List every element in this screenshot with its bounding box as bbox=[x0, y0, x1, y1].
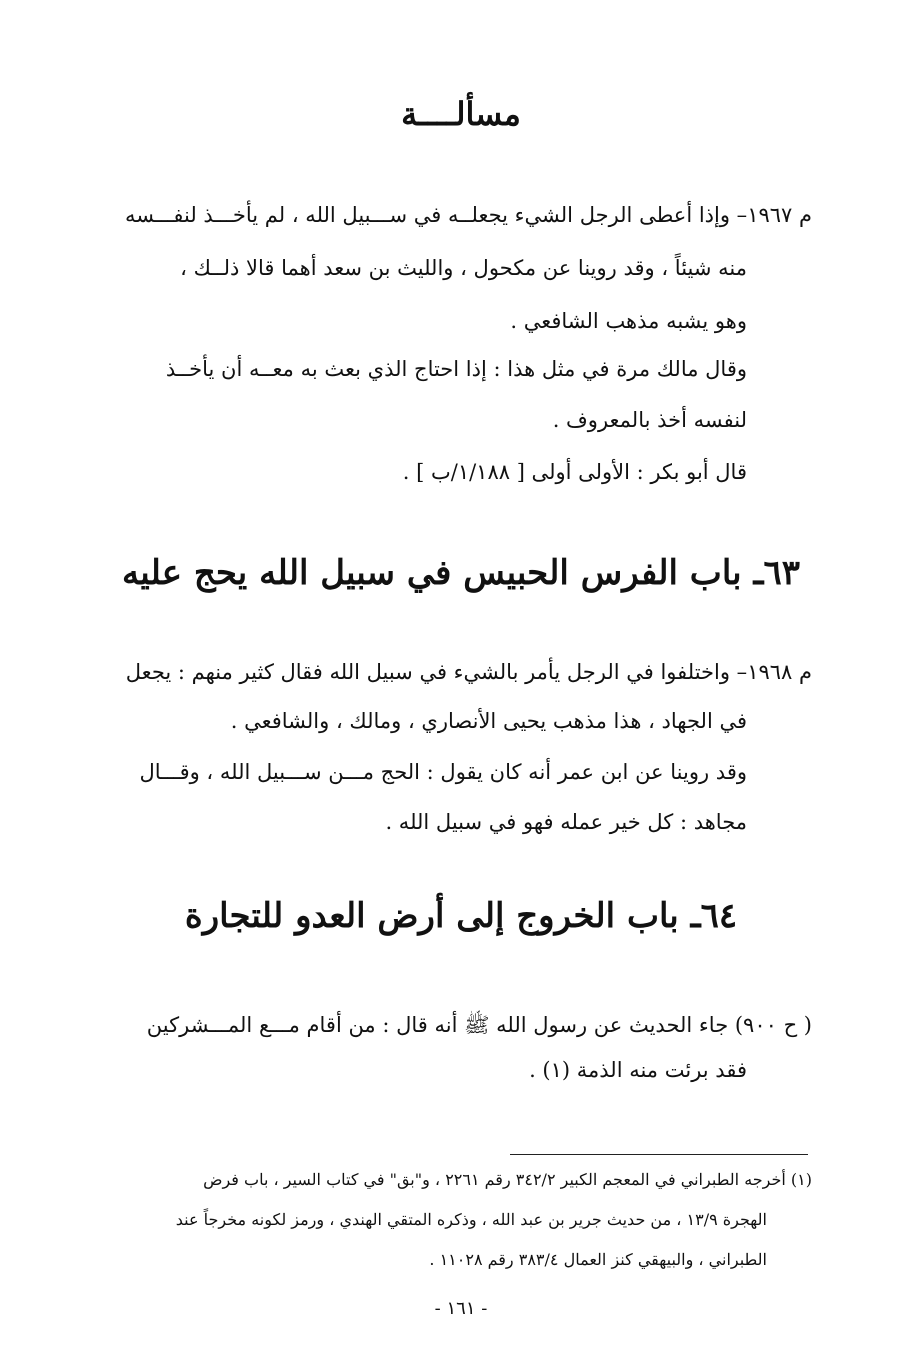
paragraph-line: فقد برئت منه الذمة (١) . bbox=[529, 1058, 747, 1082]
paragraph-line: في الجهاد ، هذا مذهب يحيى الأنصاري ، ومالك ، والشافعي . bbox=[230, 709, 747, 733]
paragraph-line: منه شيئاً ، وقد روينا عن مكحول ، والليث بن سعد أهما قالا ذلــك ، bbox=[180, 256, 747, 280]
paragraph-line: وقد روينا عن ابن عمر أنه كان يقول : الحج مـــن ســـبيل الله ، وقـــال bbox=[139, 760, 747, 784]
paragraph-line: مجاهد : كل خير عمله فهو في سبيل الله . bbox=[385, 810, 747, 834]
footnote-line: الهجرة ١٣/٩ ، من حديث جرير بن عبد الله ، وذكره المتقي الهندي ، ورمز لكونه مخرجاً عند bbox=[175, 1210, 767, 1229]
paragraph-line: وقال مالك مرة في مثل هذا : إذا احتاج الذي بعث به معــه أن يأخــذ bbox=[165, 357, 747, 381]
paragraph-line: م ١٩٦٧– وإذا أعطى الرجل الشيء يجعلــه في ســـبيل الله ، لم يأخـــذ لنفـــسه bbox=[124, 203, 812, 227]
paragraph-line: قال أبو بكر : الأولى أولى [ ١/١٨٨/ب ] . bbox=[402, 460, 747, 484]
paragraph-line: لنفسه أخذ بالمعروف . bbox=[552, 408, 747, 432]
section-heading: ٦٤ـ باب الخروج إلى أرض العدو للتجارة bbox=[184, 896, 738, 936]
section-heading: ٦٣ـ باب الفرس الحبيس في سبيل الله يحج عليه bbox=[122, 553, 800, 593]
paragraph-line: م ١٩٦٨– واختلفوا في الرجل يأمر بالشيء في سبيل الله فقال كثير منهم : يجعل bbox=[125, 660, 812, 684]
page-number: - ١٦١ - bbox=[434, 1298, 488, 1319]
paragraph-line: وهو يشبه مذهب الشافعي . bbox=[510, 309, 747, 333]
paragraph-line: ( ح ٩٠٠) جاء الحديث عن رسول الله ﷺ أنه قال : من أقام مـــع المـــشركين bbox=[146, 1013, 812, 1037]
footnote-separator bbox=[510, 1154, 808, 1155]
footnote-line: (١) أخرجه الطبراني في المعجم الكبير ٣٤٢/٢ رقم ٢٢٦١ ، و"بق" في كتاب السير ، باب فرض bbox=[203, 1170, 812, 1189]
footnote-line: الطبراني ، والبيهقي كنز العمال ٣٨٣/٤ رقم ١١٠٢٨ . bbox=[429, 1250, 767, 1269]
page-title: مسألــــة bbox=[401, 95, 521, 133]
